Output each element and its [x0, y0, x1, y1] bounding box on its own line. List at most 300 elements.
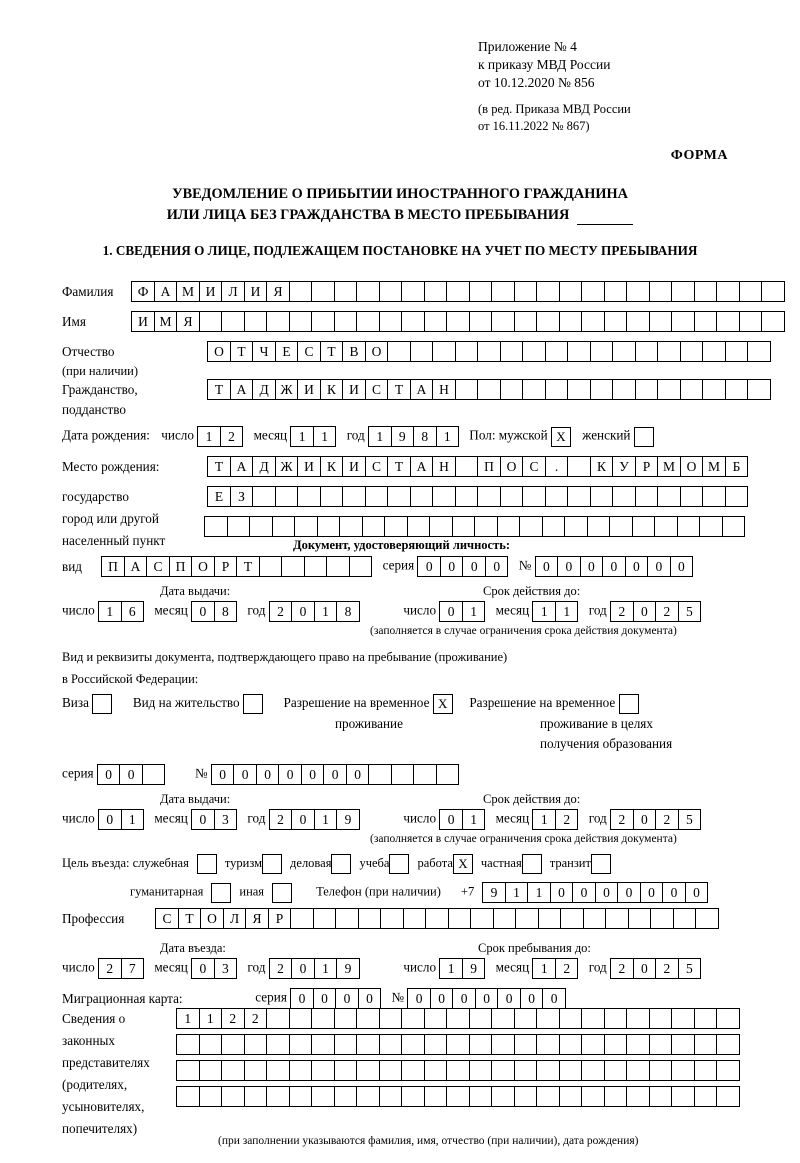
form-cell[interactable]: [649, 281, 673, 302]
form-cell[interactable]: 9: [336, 809, 360, 830]
form-cell[interactable]: 8: [336, 601, 360, 622]
entry-month-input[interactable]: [191, 958, 236, 979]
form-cell[interactable]: [334, 1008, 358, 1029]
form-cell[interactable]: 0: [557, 556, 581, 577]
form-cell[interactable]: И: [297, 379, 321, 400]
form-cell[interactable]: [545, 379, 569, 400]
form-cell[interactable]: [581, 281, 605, 302]
form-cell[interactable]: [275, 486, 299, 507]
form-cell[interactable]: [401, 1034, 425, 1055]
form-cell[interactable]: А: [230, 379, 254, 400]
form-cell[interactable]: 5: [678, 958, 702, 979]
form-cell[interactable]: [313, 908, 337, 929]
form-cell[interactable]: [401, 1008, 425, 1029]
form-cell[interactable]: [379, 1008, 403, 1029]
purpose-option-checkbox-4[interactable]: [522, 854, 542, 874]
form-cell[interactable]: Д: [252, 379, 276, 400]
birth-day-input[interactable]: [197, 426, 242, 447]
form-cell[interactable]: [410, 486, 434, 507]
form-cell[interactable]: [446, 1086, 470, 1107]
form-cell[interactable]: [334, 1060, 358, 1081]
purpose-option-checkbox-3[interactable]: X: [453, 854, 473, 874]
stay-doc-number-input[interactable]: [211, 764, 459, 785]
identity-issue-day-input[interactable]: [98, 601, 143, 622]
form-cell[interactable]: [497, 516, 521, 537]
form-cell[interactable]: [605, 908, 629, 929]
purpose-option-checkbox-2[interactable]: [389, 854, 409, 874]
identity-valid-year-input[interactable]: [610, 601, 700, 622]
form-cell[interactable]: 8: [214, 601, 238, 622]
form-cell[interactable]: И: [342, 456, 366, 477]
identity-doc-type-input[interactable]: [101, 556, 371, 577]
form-cell[interactable]: [356, 311, 380, 332]
form-cell[interactable]: [590, 341, 614, 362]
form-cell[interactable]: [716, 1034, 740, 1055]
form-cell[interactable]: [391, 764, 415, 785]
form-cell[interactable]: [671, 1008, 695, 1029]
form-cell[interactable]: [514, 281, 538, 302]
form-cell[interactable]: И: [297, 456, 321, 477]
stay-issue-year-input[interactable]: [269, 809, 359, 830]
form-cell[interactable]: [545, 486, 569, 507]
stay-until-day-input[interactable]: [439, 958, 484, 979]
name-input[interactable]: [131, 311, 784, 332]
form-cell[interactable]: 1: [532, 809, 556, 830]
form-cell[interactable]: [536, 1060, 560, 1081]
form-cell[interactable]: [702, 486, 726, 507]
form-cell[interactable]: 0: [633, 601, 657, 622]
form-cell[interactable]: Т: [387, 379, 411, 400]
form-cell[interactable]: Я: [245, 908, 269, 929]
form-cell[interactable]: [604, 1008, 628, 1029]
stay-until-month-input[interactable]: [532, 958, 577, 979]
form-cell[interactable]: 2: [555, 958, 579, 979]
form-cell[interactable]: [739, 311, 763, 332]
form-cell[interactable]: 9: [482, 882, 506, 903]
form-cell[interactable]: 1: [197, 426, 221, 447]
form-cell[interactable]: [514, 1060, 538, 1081]
form-cell[interactable]: И: [244, 281, 268, 302]
purpose-option-checkbox-5[interactable]: [591, 854, 611, 874]
form-cell[interactable]: 0: [542, 988, 566, 1009]
phone-input[interactable]: [482, 882, 707, 903]
form-cell[interactable]: [680, 486, 704, 507]
form-cell[interactable]: 8: [413, 426, 437, 447]
identity-issue-month-input[interactable]: [191, 601, 236, 622]
form-cell[interactable]: [590, 486, 614, 507]
form-cell[interactable]: [176, 1086, 200, 1107]
form-cell[interactable]: [401, 1060, 425, 1081]
form-cell[interactable]: [403, 908, 427, 929]
form-cell[interactable]: [266, 1034, 290, 1055]
form-cell[interactable]: [289, 311, 313, 332]
form-cell[interactable]: [694, 1060, 718, 1081]
form-cell[interactable]: 0: [662, 882, 686, 903]
form-cell[interactable]: 1: [505, 882, 529, 903]
form-cell[interactable]: [650, 908, 674, 929]
form-cell[interactable]: [334, 281, 358, 302]
form-cell[interactable]: [761, 281, 785, 302]
form-cell[interactable]: 0: [291, 809, 315, 830]
form-cell[interactable]: 0: [191, 958, 215, 979]
form-cell[interactable]: [567, 486, 591, 507]
form-cell[interactable]: 9: [336, 958, 360, 979]
form-cell[interactable]: М: [702, 456, 726, 477]
form-cell[interactable]: [142, 764, 166, 785]
form-cell[interactable]: 2: [269, 601, 293, 622]
form-cell[interactable]: [249, 516, 273, 537]
form-cell[interactable]: [380, 908, 404, 929]
form-cell[interactable]: [491, 311, 515, 332]
form-cell[interactable]: 2: [610, 601, 634, 622]
form-cell[interactable]: [339, 516, 363, 537]
form-cell[interactable]: М: [657, 456, 681, 477]
form-cell[interactable]: 0: [633, 809, 657, 830]
form-cell[interactable]: [649, 1034, 673, 1055]
form-cell[interactable]: Д: [252, 456, 276, 477]
form-cell[interactable]: 0: [97, 764, 121, 785]
form-cell[interactable]: [654, 516, 678, 537]
purpose-humanitarian-checkbox[interactable]: [211, 883, 231, 903]
form-cell[interactable]: Л: [223, 908, 247, 929]
form-cell[interactable]: М: [176, 281, 200, 302]
form-cell[interactable]: [649, 1086, 673, 1107]
form-cell[interactable]: [379, 1034, 403, 1055]
form-cell[interactable]: [694, 311, 718, 332]
edu-residence-checkbox[interactable]: [619, 694, 639, 714]
form-cell[interactable]: [289, 1008, 313, 1029]
form-cell[interactable]: [545, 341, 569, 362]
form-cell[interactable]: [500, 379, 524, 400]
form-cell[interactable]: [297, 486, 321, 507]
form-cell[interactable]: [567, 341, 591, 362]
form-cell[interactable]: 0: [313, 988, 337, 1009]
form-cell[interactable]: [446, 1034, 470, 1055]
form-cell[interactable]: А: [124, 556, 148, 577]
form-cell[interactable]: П: [101, 556, 125, 577]
form-cell[interactable]: [244, 311, 268, 332]
form-cell[interactable]: [244, 1086, 268, 1107]
form-cell[interactable]: 0: [278, 764, 302, 785]
form-cell[interactable]: 0: [211, 764, 235, 785]
form-cell[interactable]: [626, 1008, 650, 1029]
form-cell[interactable]: Т: [178, 908, 202, 929]
form-cell[interactable]: [716, 311, 740, 332]
form-cell[interactable]: [469, 1086, 493, 1107]
form-cell[interactable]: [289, 1034, 313, 1055]
form-cell[interactable]: [695, 908, 719, 929]
form-cell[interactable]: О: [191, 556, 215, 577]
form-cell[interactable]: [469, 281, 493, 302]
form-cell[interactable]: [702, 379, 726, 400]
form-cell[interactable]: 0: [335, 988, 359, 1009]
stay-doc-series-input[interactable]: [97, 764, 165, 785]
form-cell[interactable]: [477, 486, 501, 507]
form-cell[interactable]: [311, 1034, 335, 1055]
form-cell[interactable]: 0: [580, 556, 604, 577]
form-cell[interactable]: [559, 1060, 583, 1081]
form-cell[interactable]: 6: [121, 601, 145, 622]
form-cell[interactable]: [455, 379, 479, 400]
form-cell[interactable]: [694, 1086, 718, 1107]
form-cell[interactable]: [604, 281, 628, 302]
form-cell[interactable]: [567, 379, 591, 400]
birth-month-input[interactable]: [290, 426, 335, 447]
form-cell[interactable]: [500, 341, 524, 362]
form-cell[interactable]: 5: [678, 601, 702, 622]
form-cell[interactable]: И: [131, 311, 155, 332]
form-cell[interactable]: [401, 1086, 425, 1107]
form-cell[interactable]: [626, 1086, 650, 1107]
form-cell[interactable]: [311, 1060, 335, 1081]
form-cell[interactable]: У: [612, 456, 636, 477]
form-cell[interactable]: 0: [440, 556, 464, 577]
form-cell[interactable]: [387, 341, 411, 362]
purpose-other-checkbox[interactable]: [272, 883, 292, 903]
form-cell[interactable]: [536, 1034, 560, 1055]
form-cell[interactable]: [266, 1008, 290, 1029]
form-cell[interactable]: [289, 1060, 313, 1081]
form-cell[interactable]: [221, 1086, 245, 1107]
form-cell[interactable]: Е: [275, 341, 299, 362]
form-cell[interactable]: [493, 908, 517, 929]
form-cell[interactable]: [452, 516, 476, 537]
form-cell[interactable]: 0: [358, 988, 382, 1009]
form-cell[interactable]: 1: [436, 426, 460, 447]
form-cell[interactable]: 1: [98, 601, 122, 622]
temp-residence-checkbox[interactable]: X: [433, 694, 453, 714]
form-cell[interactable]: [635, 341, 659, 362]
form-cell[interactable]: [221, 1034, 245, 1055]
form-cell[interactable]: [204, 516, 228, 537]
form-cell[interactable]: [522, 379, 546, 400]
identity-issue-year-input[interactable]: [269, 601, 359, 622]
form-cell[interactable]: [491, 1008, 515, 1029]
form-cell[interactable]: 1: [290, 426, 314, 447]
form-cell[interactable]: [564, 516, 588, 537]
form-cell[interactable]: 9: [391, 426, 415, 447]
form-cell[interactable]: [432, 486, 456, 507]
form-cell[interactable]: М: [154, 311, 178, 332]
form-cell[interactable]: [536, 1086, 560, 1107]
form-cell[interactable]: 2: [655, 601, 679, 622]
form-cell[interactable]: О: [680, 456, 704, 477]
form-cell[interactable]: [626, 281, 650, 302]
form-cell[interactable]: [356, 1086, 380, 1107]
migration-card-number-input[interactable]: [407, 988, 565, 1009]
form-cell[interactable]: [311, 1086, 335, 1107]
form-cell[interactable]: [560, 908, 584, 929]
form-cell[interactable]: Ж: [275, 456, 299, 477]
form-cell[interactable]: 1: [176, 1008, 200, 1029]
form-cell[interactable]: [379, 281, 403, 302]
form-cell[interactable]: [612, 486, 636, 507]
form-cell[interactable]: [559, 1086, 583, 1107]
form-cell[interactable]: 2: [220, 426, 244, 447]
form-cell[interactable]: 0: [475, 988, 499, 1009]
form-cell[interactable]: [272, 516, 296, 537]
form-cell[interactable]: [227, 516, 251, 537]
form-cell[interactable]: [514, 1008, 538, 1029]
form-cell[interactable]: [716, 1008, 740, 1029]
form-cell[interactable]: [413, 764, 437, 785]
form-cell[interactable]: [290, 908, 314, 929]
form-cell[interactable]: О: [200, 908, 224, 929]
form-cell[interactable]: [424, 1060, 448, 1081]
form-cell[interactable]: [491, 1034, 515, 1055]
form-cell[interactable]: [628, 908, 652, 929]
form-cell[interactable]: И: [199, 281, 223, 302]
form-cell[interactable]: [448, 908, 472, 929]
residence-permit-checkbox[interactable]: [243, 694, 263, 714]
form-cell[interactable]: [581, 1008, 605, 1029]
form-cell[interactable]: [722, 516, 746, 537]
form-cell[interactable]: [671, 1060, 695, 1081]
form-cell[interactable]: [702, 341, 726, 362]
form-cell[interactable]: [649, 1060, 673, 1081]
form-cell[interactable]: [349, 556, 373, 577]
patronymic-input[interactable]: [207, 341, 770, 362]
form-cell[interactable]: [626, 311, 650, 332]
form-cell[interactable]: [311, 311, 335, 332]
form-cell[interactable]: [587, 516, 611, 537]
form-cell[interactable]: 2: [221, 1008, 245, 1029]
form-cell[interactable]: [446, 311, 470, 332]
form-cell[interactable]: [491, 1060, 515, 1081]
form-cell[interactable]: [590, 379, 614, 400]
form-cell[interactable]: [469, 1008, 493, 1029]
form-cell[interactable]: [536, 1008, 560, 1029]
form-cell[interactable]: 0: [301, 764, 325, 785]
form-cell[interactable]: 0: [452, 988, 476, 1009]
form-cell[interactable]: [407, 516, 431, 537]
purpose-service-checkbox[interactable]: [197, 854, 217, 874]
form-cell[interactable]: [266, 1086, 290, 1107]
form-cell[interactable]: 1: [314, 958, 338, 979]
form-cell[interactable]: [542, 516, 566, 537]
form-cell[interactable]: С: [365, 379, 389, 400]
form-cell[interactable]: [342, 486, 366, 507]
entry-year-input[interactable]: [269, 958, 359, 979]
form-cell[interactable]: [536, 281, 560, 302]
sex-male-checkbox[interactable]: X: [551, 427, 571, 447]
form-cell[interactable]: [559, 281, 583, 302]
form-cell[interactable]: [581, 1086, 605, 1107]
form-cell[interactable]: [739, 281, 763, 302]
representatives-row-3[interactable]: [176, 1060, 739, 1081]
entry-day-input[interactable]: [98, 958, 143, 979]
form-cell[interactable]: 0: [191, 809, 215, 830]
form-cell[interactable]: [671, 1034, 695, 1055]
form-cell[interactable]: [199, 311, 223, 332]
form-cell[interactable]: 0: [191, 601, 215, 622]
form-cell[interactable]: 2: [610, 809, 634, 830]
migration-card-series-input[interactable]: [290, 988, 380, 1009]
form-cell[interactable]: [477, 379, 501, 400]
form-cell[interactable]: С: [155, 908, 179, 929]
form-cell[interactable]: 1: [532, 958, 556, 979]
form-cell[interactable]: [477, 341, 501, 362]
form-cell[interactable]: [320, 486, 344, 507]
form-cell[interactable]: [424, 1034, 448, 1055]
form-cell[interactable]: [538, 908, 562, 929]
form-cell[interactable]: [671, 311, 695, 332]
form-cell[interactable]: [424, 1086, 448, 1107]
form-cell[interactable]: [455, 486, 479, 507]
form-cell[interactable]: [244, 1060, 268, 1081]
form-cell[interactable]: [725, 379, 749, 400]
stay-valid-month-input[interactable]: [532, 809, 577, 830]
form-cell[interactable]: [281, 556, 305, 577]
birthplace-input-line-3[interactable]: [204, 516, 744, 537]
form-cell[interactable]: 1: [555, 601, 579, 622]
form-cell[interactable]: Я: [176, 311, 200, 332]
form-cell[interactable]: [266, 311, 290, 332]
form-cell[interactable]: 3: [214, 958, 238, 979]
form-cell[interactable]: 0: [98, 809, 122, 830]
form-cell[interactable]: П: [477, 456, 501, 477]
form-cell[interactable]: [311, 1008, 335, 1029]
form-cell[interactable]: Т: [320, 341, 344, 362]
form-cell[interactable]: [266, 1060, 290, 1081]
form-cell[interactable]: 0: [346, 764, 370, 785]
form-cell[interactable]: [632, 516, 656, 537]
form-cell[interactable]: 1: [439, 958, 463, 979]
form-cell[interactable]: 0: [497, 988, 521, 1009]
form-cell[interactable]: Ч: [252, 341, 276, 362]
form-cell[interactable]: [244, 1034, 268, 1055]
form-cell[interactable]: [635, 379, 659, 400]
form-cell[interactable]: [522, 341, 546, 362]
form-cell[interactable]: [581, 311, 605, 332]
form-cell[interactable]: [356, 1008, 380, 1029]
form-cell[interactable]: 2: [269, 958, 293, 979]
form-cell[interactable]: А: [230, 456, 254, 477]
form-cell[interactable]: О: [500, 456, 524, 477]
form-cell[interactable]: Л: [221, 281, 245, 302]
form-cell[interactable]: 0: [119, 764, 143, 785]
form-cell[interactable]: Р: [214, 556, 238, 577]
form-cell[interactable]: [304, 556, 328, 577]
form-cell[interactable]: 0: [256, 764, 280, 785]
form-cell[interactable]: [581, 1060, 605, 1081]
form-cell[interactable]: [326, 556, 350, 577]
form-cell[interactable]: [424, 311, 448, 332]
form-cell[interactable]: 0: [625, 556, 649, 577]
form-cell[interactable]: [356, 1034, 380, 1055]
purpose-option-checkbox-1[interactable]: [331, 854, 351, 874]
form-cell[interactable]: [559, 1008, 583, 1029]
form-cell[interactable]: [401, 281, 425, 302]
form-cell[interactable]: 0: [407, 988, 431, 1009]
stay-issue-day-input[interactable]: [98, 809, 143, 830]
form-cell[interactable]: Т: [236, 556, 260, 577]
form-cell[interactable]: 0: [633, 958, 657, 979]
form-cell[interactable]: [259, 556, 283, 577]
form-cell[interactable]: 0: [417, 556, 441, 577]
form-cell[interactable]: [716, 1086, 740, 1107]
form-cell[interactable]: [368, 764, 392, 785]
form-cell[interactable]: Т: [387, 456, 411, 477]
stay-issue-month-input[interactable]: [191, 809, 236, 830]
form-cell[interactable]: 5: [678, 809, 702, 830]
birth-year-input[interactable]: [368, 426, 458, 447]
form-cell[interactable]: [424, 281, 448, 302]
form-cell[interactable]: [356, 281, 380, 302]
representatives-row-4[interactable]: [176, 1086, 739, 1107]
form-cell[interactable]: [289, 1086, 313, 1107]
form-cell[interactable]: 1: [121, 809, 145, 830]
